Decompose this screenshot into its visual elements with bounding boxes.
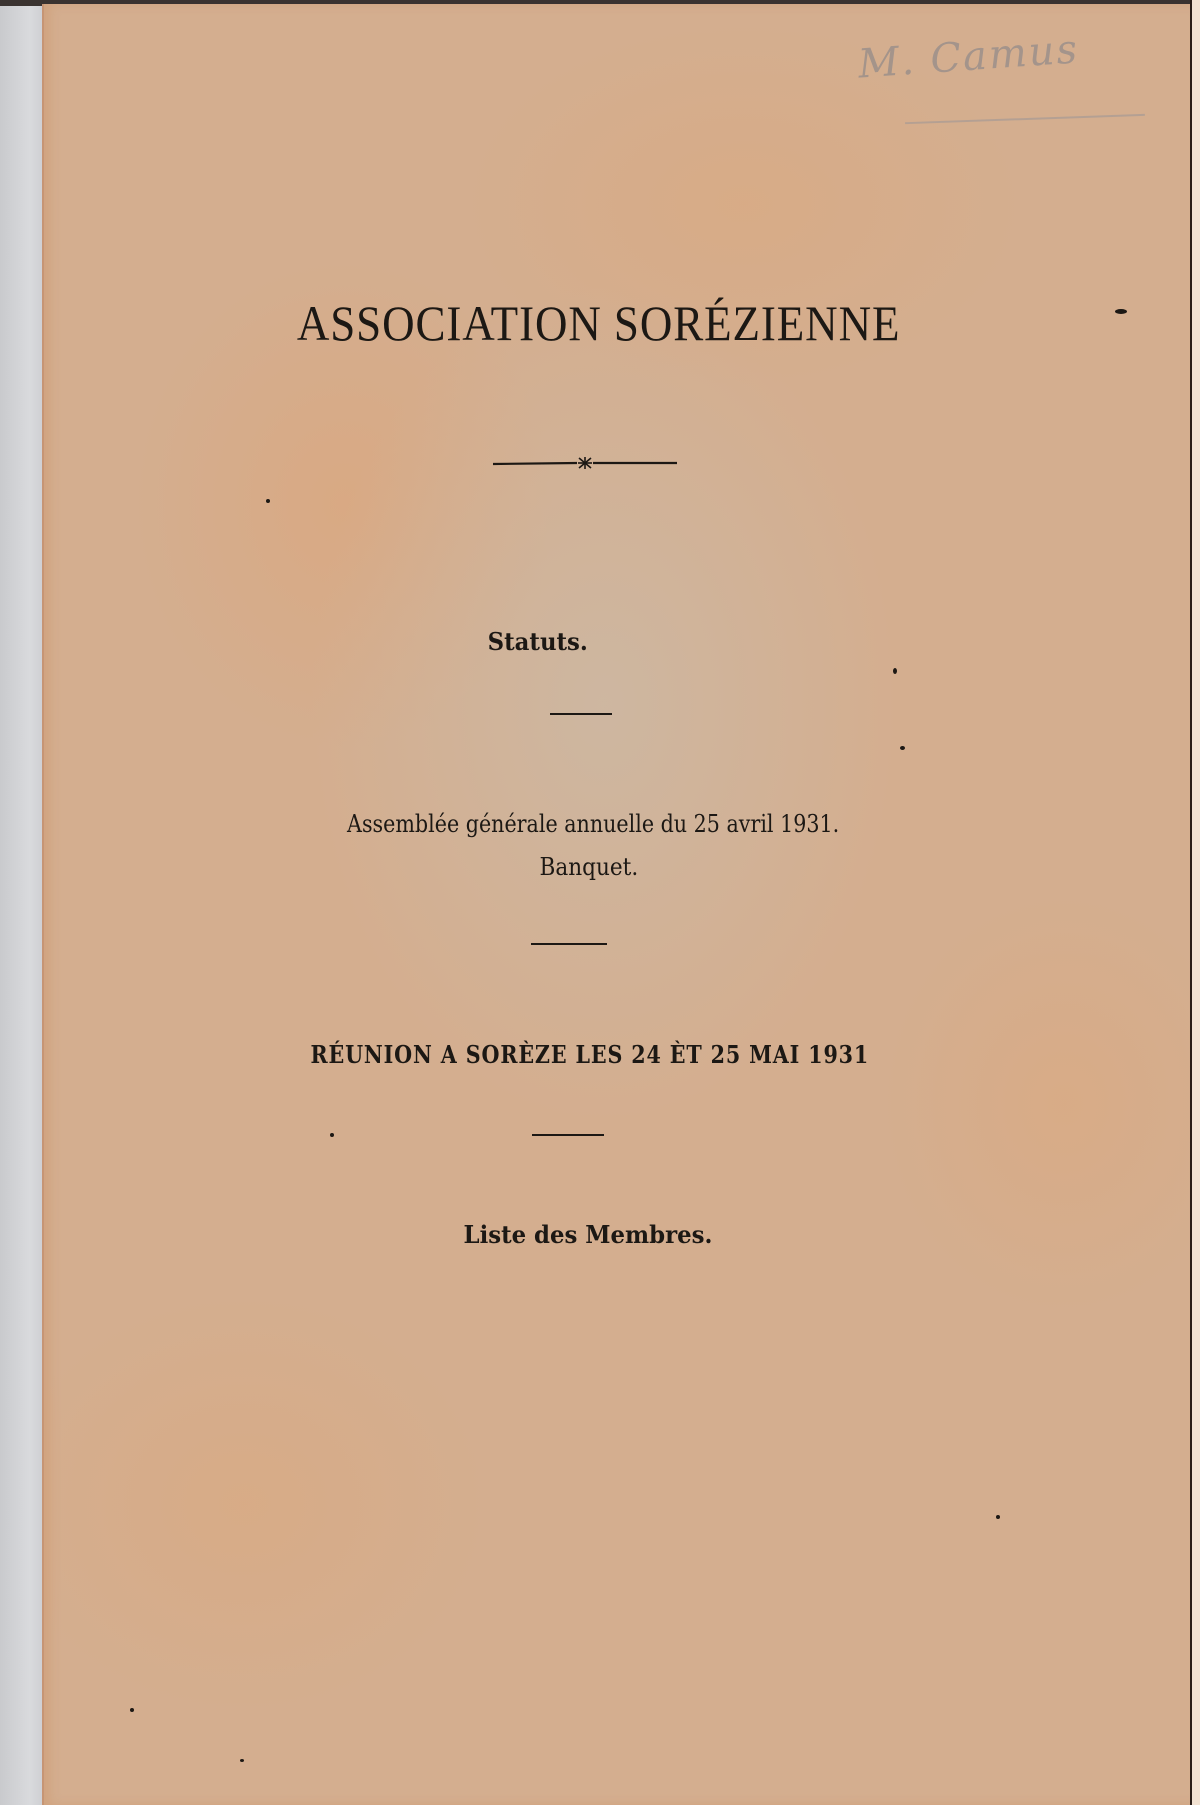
section-reunion [0, 1040, 1200, 1069]
handwritten-pencil-note: M. Camus [856, 26, 1081, 88]
reunion-text: RÉUNION A SORÈZE LES 24 ÈT 25 MAI 1931 [310, 1040, 870, 1069]
section-banquet [0, 853, 1200, 881]
booklet-cover [42, 4, 1197, 1805]
ink-speck [900, 746, 905, 750]
ornament-line-left [493, 463, 577, 464]
ink-speck [1115, 309, 1127, 314]
ink-speck [996, 1515, 1000, 1519]
divider-rule [531, 943, 607, 945]
page-edge [1190, 0, 1200, 1805]
ink-speck [330, 1133, 334, 1137]
statuts-text: Statuts. [487, 627, 589, 656]
assemblee-text: Assemblée générale annuelle du 25 avril 1931. [346, 810, 840, 838]
section-assemblee [0, 810, 1200, 838]
ink-speck [266, 499, 270, 503]
section-statuts [0, 627, 1200, 656]
ornamental-rule [493, 455, 677, 471]
ink-speck [240, 1759, 244, 1762]
divider-rule [532, 1134, 604, 1136]
ink-speck [130, 1708, 134, 1712]
ornament-star-icon [578, 457, 592, 469]
section-liste-membres [0, 1220, 1200, 1249]
ink-speck [893, 668, 897, 674]
liste-text: Liste des Membres. [463, 1220, 713, 1249]
banquet-text: Banquet. [539, 853, 639, 881]
cover-title: ASSOCIATION SORÉZIENNE [296, 295, 901, 351]
divider-rule [550, 713, 612, 715]
